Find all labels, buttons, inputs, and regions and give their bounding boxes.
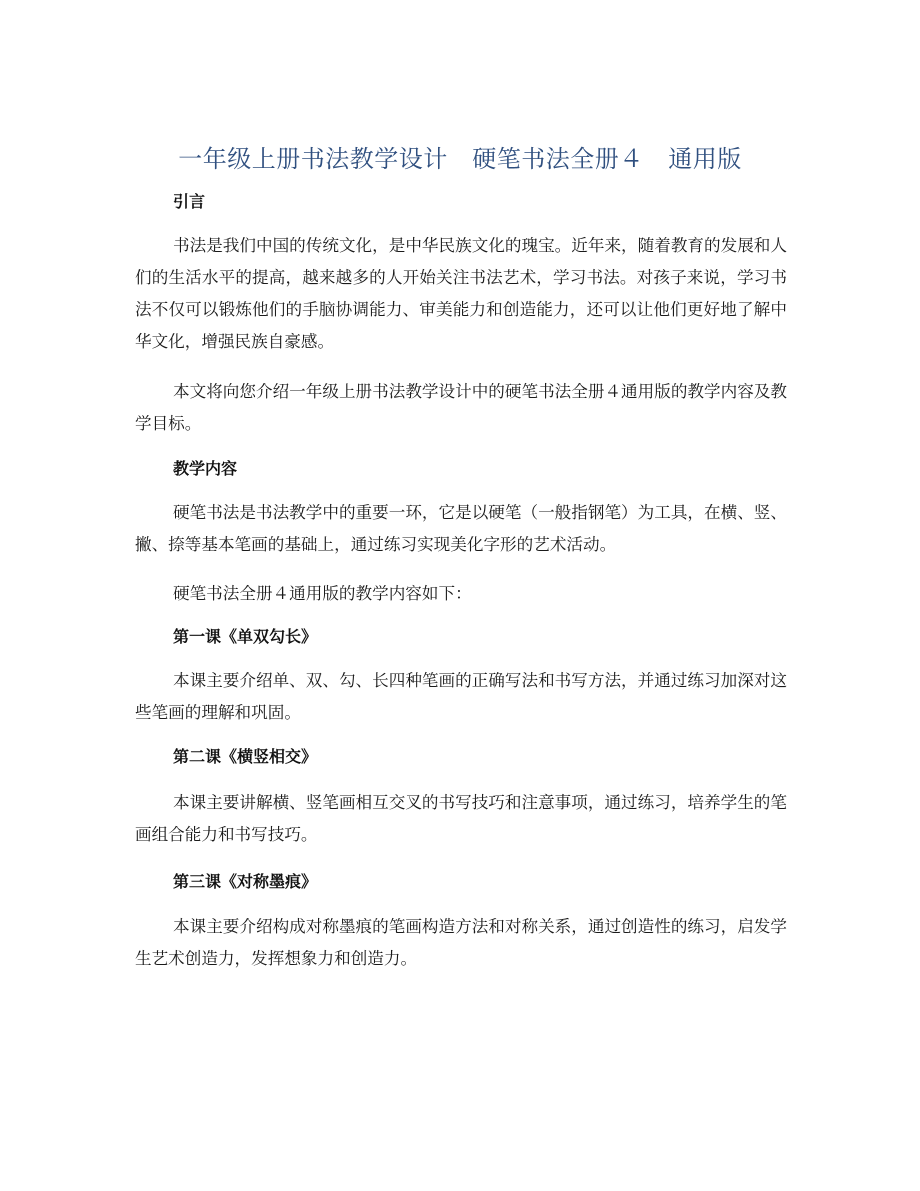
paragraph-intro-2: 本文将向您介绍一年级上册书法教学设计中的硬笔书法全册４通用版的教学内容及教学目标。 (135, 382, 787, 433)
paragraph-content-2: 硬笔书法全册４通用版的教学内容如下： (173, 584, 472, 603)
lesson-1-paragraph: 本课主要介绍单、双、勾、长四种笔画的正确写法和书写方法，并通过练习加深对这些笔画的理解和巩固。 (135, 671, 787, 722)
lesson-2-paragraph: 本课主要讲解横、竖笔画相互交叉的书写技巧和注意事项，通过练习，培养学生的笔画组合能力和书写技巧。 (135, 793, 787, 844)
lesson-3-heading: 第三课《对称墨痕》 (173, 872, 318, 891)
lesson-2-heading: 第二课《横竖相交》 (173, 747, 318, 766)
document-title: 一年级上册书法教学设计 硬笔书法全册４ 通用版 (178, 145, 742, 173)
paragraph-content-1: 硬笔书法是书法教学中的重要一环，它是以硬笔（一般指钢笔）为工具，在横、竖、撇、捺等基本笔画的基础上，通过练习实现美化字形的艺术活动。 (135, 503, 787, 554)
paragraph-intro-1: 书法是我们中国的传统文化，是中华民族文化的瑰宝。近年来，随着教育的发展和人们的生活水平的提高，越来越多的人开始关注书法艺术，学习书法。对孩子来说，学习书法不仅可以锻炼他们的手脑协调能力、审美能力和创造能力，还可以让他们更好地了解中华文化，增强民族自豪感。 (135, 236, 787, 351)
section-heading-intro: 引言 (173, 192, 206, 211)
lesson-3-paragraph: 本课主要介绍构成对称墨痕的笔画构造方法和对称关系，通过创造性的练习，启发学生艺术创造力，发挥想象力和创造力。 (135, 917, 787, 968)
lesson-1-heading: 第一课《单双勾长》 (173, 627, 318, 646)
section-heading-content: 教学内容 (173, 459, 238, 478)
